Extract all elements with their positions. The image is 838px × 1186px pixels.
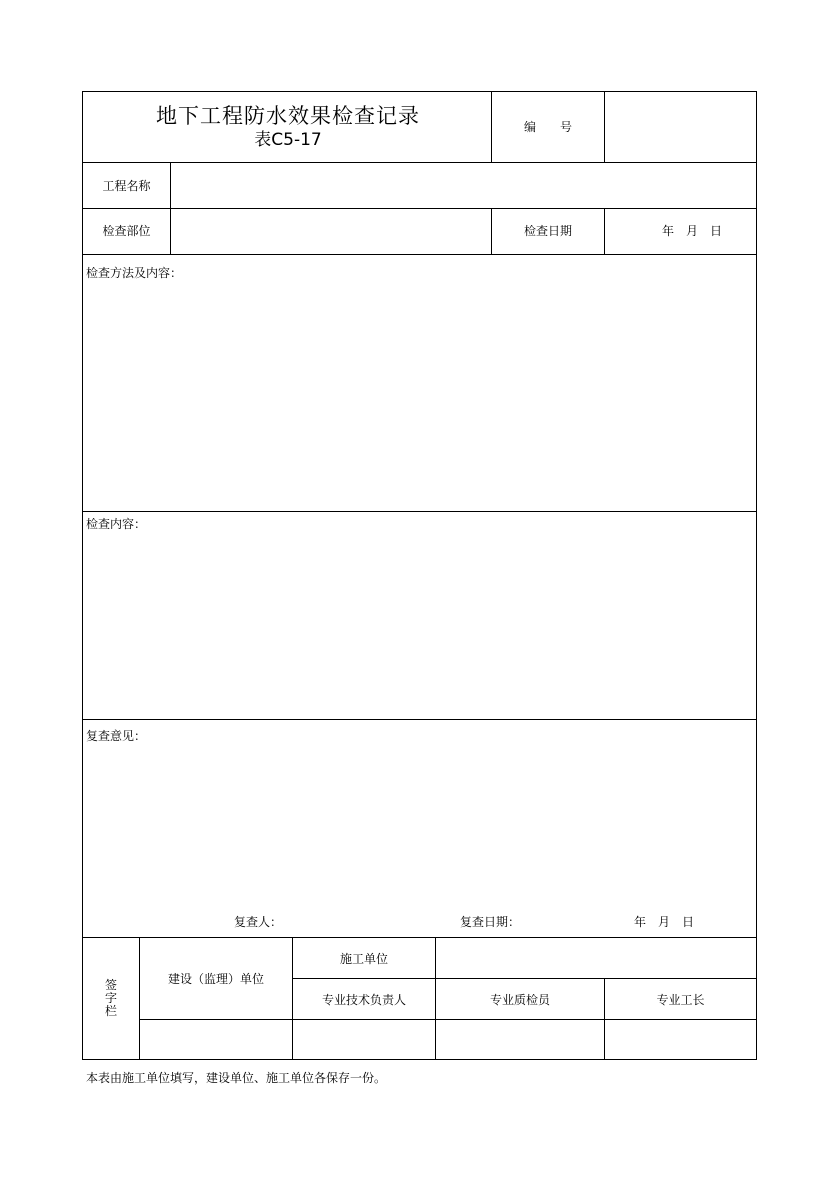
- review-date-label: 复查日期：: [460, 915, 521, 929]
- review-section-field[interactable]: [83, 745, 756, 905]
- method-section-label: 检查方法及内容：: [86, 266, 183, 280]
- project-name-field[interactable]: [171, 163, 756, 208]
- form-subtitle: 表C5-17: [254, 130, 322, 150]
- construction-unit-field[interactable]: [436, 938, 756, 978]
- divider: [82, 254, 757, 255]
- construction-unit-label: 施工单位: [339, 952, 388, 966]
- method-section-field[interactable]: [83, 282, 756, 510]
- number-field[interactable]: [605, 92, 756, 162]
- signature-column-label: 签字栏: [104, 978, 117, 1018]
- review-date-value[interactable]: 年 月 日: [634, 915, 695, 929]
- divider: [604, 208, 605, 255]
- divider: [82, 511, 757, 512]
- tech-lead-label: 专业技术负责人: [321, 993, 406, 1007]
- divider: [292, 978, 757, 979]
- foreman-signature-field[interactable]: [605, 1020, 756, 1059]
- number-label: 编 号: [523, 120, 572, 134]
- content-section-field[interactable]: [83, 533, 756, 718]
- inspection-location-field[interactable]: [171, 209, 491, 254]
- divider: [82, 719, 757, 720]
- border-bottom: [82, 1059, 757, 1060]
- project-name-label: 工程名称: [102, 179, 151, 193]
- footer-note: 本表由施工单位填写，建设单位、施工单位各保存一份。: [86, 1071, 387, 1085]
- quality-inspector-signature-field[interactable]: [436, 1020, 604, 1059]
- foreman-label: 专业工长: [656, 993, 705, 1007]
- inspection-date-value[interactable]: 年 月 日: [662, 224, 723, 238]
- builder-signature-field[interactable]: [140, 1020, 292, 1059]
- review-section-label: 复查意见：: [86, 729, 147, 743]
- inspection-location-label: 检查部位: [102, 224, 151, 238]
- quality-inspector-label: 专业质检员: [489, 993, 550, 1007]
- tech-lead-signature-field[interactable]: [293, 1020, 435, 1059]
- inspection-date-label: 检查日期: [523, 224, 572, 238]
- form-title: 地下工程防水效果检查记录: [156, 104, 420, 128]
- reviewer-label: 复查人：: [234, 915, 283, 929]
- builder-unit-label: 建设（监理）单位: [167, 972, 264, 986]
- content-section-label: 检查内容：: [86, 517, 147, 531]
- border-right: [756, 91, 757, 1060]
